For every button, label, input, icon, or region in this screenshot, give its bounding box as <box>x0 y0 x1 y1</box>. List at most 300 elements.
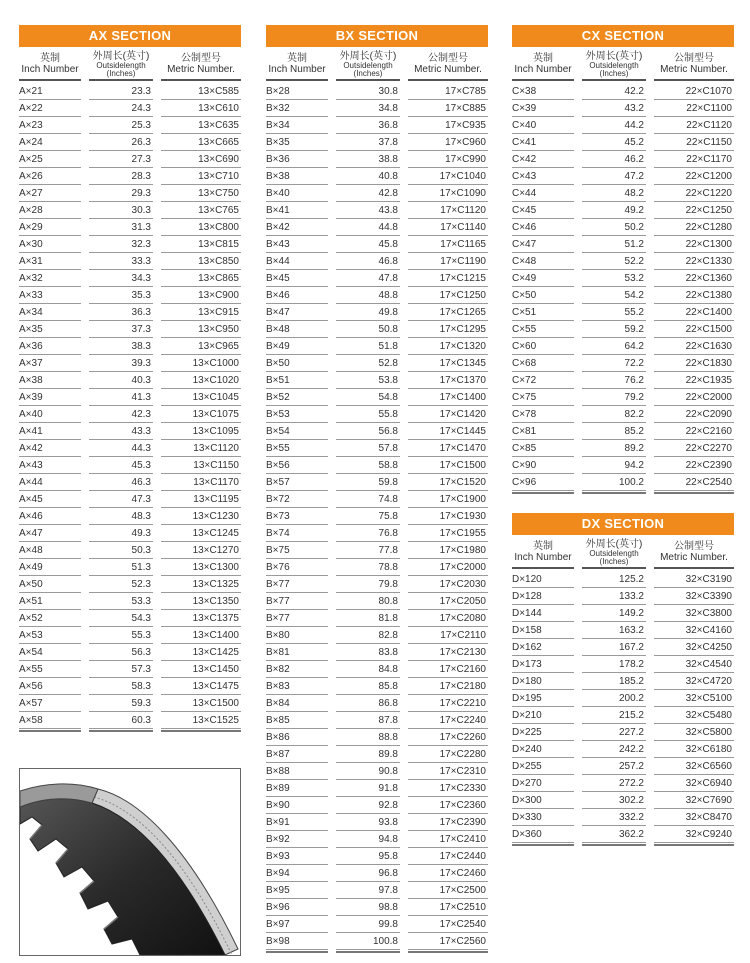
inch-number-cell: D×128 <box>512 589 574 605</box>
table-row <box>512 673 734 690</box>
table-row <box>512 389 734 406</box>
metric-number-cell: 13×C1075 <box>161 407 241 423</box>
inch-number-cell: B×55 <box>266 441 328 457</box>
metric-number-cell: 17×C1420 <box>408 407 488 423</box>
metric-number-cell: 22×C1300 <box>654 237 734 253</box>
metric-number-cell: 32×C3390 <box>654 589 734 605</box>
metric-number-cell: 13×C1120 <box>161 441 241 457</box>
inch-number-cell: A×21 <box>19 84 81 100</box>
inch-number-cell: D×360 <box>512 827 574 843</box>
metric-number-cell: 17×C1040 <box>408 169 488 185</box>
inch-number-cell: C×49 <box>512 271 574 287</box>
outside-length-cell: 44.8 <box>336 220 400 236</box>
outside-length-cell: 95.8 <box>336 849 400 865</box>
metric-number-cell: 17×C2160 <box>408 662 488 678</box>
table-row <box>512 826 734 843</box>
bx-table-header <box>266 49 488 79</box>
inch-number-cell: B×56 <box>266 458 328 474</box>
outside-length-cell: 89.2 <box>582 441 646 457</box>
table-row <box>512 741 734 758</box>
table-row <box>266 474 488 491</box>
metric-number-cell: 17×C2510 <box>408 900 488 916</box>
outside-length-cell: 49.3 <box>89 526 153 542</box>
outside-length-cell: 45.2 <box>582 135 646 151</box>
dx-section <box>512 513 734 846</box>
bx-rows <box>266 83 488 953</box>
table-row <box>19 491 241 508</box>
metric-number-cell: 17×C2130 <box>408 645 488 661</box>
inch-number-cell: C×72 <box>512 373 574 389</box>
outside-length-cell: 50.8 <box>336 322 400 338</box>
table-row <box>512 758 734 775</box>
table-row <box>512 809 734 826</box>
outside-length-cell: 53.3 <box>89 594 153 610</box>
metric-number-header: 公制型号 Metric Number. <box>660 53 728 75</box>
outside-length-cell: 52.8 <box>336 356 400 372</box>
inch-number-cell: A×51 <box>19 594 81 610</box>
table-row <box>512 304 734 321</box>
outside-length-cell: 51.8 <box>336 339 400 355</box>
table-row <box>19 321 241 338</box>
outside-length-cell: 125.2 <box>582 572 646 588</box>
outside-length-cell: 84.8 <box>336 662 400 678</box>
inch-number-cell: B×36 <box>266 152 328 168</box>
metric-number-cell: 17×C1930 <box>408 509 488 525</box>
outside-length-cell: 60.3 <box>89 713 153 729</box>
table-row <box>512 117 734 134</box>
outside-length-cell: 45.8 <box>336 237 400 253</box>
outside-length-cell: 48.2 <box>582 186 646 202</box>
table-row <box>266 882 488 899</box>
inch-number-cell: D×180 <box>512 674 574 690</box>
table-row <box>266 100 488 117</box>
inch-number-cell: B×93 <box>266 849 328 865</box>
metric-number-cell: 17×C2000 <box>408 560 488 576</box>
table-row <box>512 605 734 622</box>
metric-number-cell: 22×C1220 <box>654 186 734 202</box>
metric-number-cell: 17×C785 <box>408 84 488 100</box>
table-row <box>19 83 241 100</box>
metric-number-cell: 32×C4160 <box>654 623 734 639</box>
table-row <box>19 253 241 270</box>
outside-length-cell: 57.3 <box>89 662 153 678</box>
table-row <box>19 355 241 372</box>
inch-number-cell: C×75 <box>512 390 574 406</box>
metric-number-cell: 22×C1360 <box>654 271 734 287</box>
outside-length-cell: 56.8 <box>336 424 400 440</box>
outside-length-cell: 59.2 <box>582 322 646 338</box>
outside-length-cell: 242.2 <box>582 742 646 758</box>
table-row <box>512 406 734 423</box>
metric-number-cell: 32×C8470 <box>654 810 734 826</box>
outside-length-cell: 79.8 <box>336 577 400 593</box>
table-row <box>266 338 488 355</box>
outside-length-cell: 42.2 <box>582 84 646 100</box>
table-row <box>512 355 734 372</box>
inch-number-cell: A×55 <box>19 662 81 678</box>
inch-number-cell: D×270 <box>512 776 574 792</box>
table-row <box>512 457 734 474</box>
table-row <box>266 134 488 151</box>
outside-length-cell: 27.3 <box>89 152 153 168</box>
metric-number-cell: 17×C1500 <box>408 458 488 474</box>
metric-number-cell: 17×C1265 <box>408 305 488 321</box>
metric-number-cell: 17×C1400 <box>408 390 488 406</box>
metric-number-cell: 17×C2540 <box>408 917 488 933</box>
metric-number-cell: 32×C6940 <box>654 776 734 792</box>
metric-number-cell: 22×C2270 <box>654 441 734 457</box>
inch-number-cell: A×27 <box>19 186 81 202</box>
metric-number-cell: 17×C2560 <box>408 934 488 950</box>
table-row <box>512 253 734 270</box>
outside-length-cell: 81.8 <box>336 611 400 627</box>
outside-length-cell: 59.8 <box>336 475 400 491</box>
table-row <box>266 168 488 185</box>
inch-number-cell: B×95 <box>266 883 328 899</box>
inch-number-cell: B×88 <box>266 764 328 780</box>
table-row <box>19 270 241 287</box>
inch-number-cell: D×144 <box>512 606 574 622</box>
inch-number-cell: C×43 <box>512 169 574 185</box>
table-row <box>19 304 241 321</box>
table-row <box>19 134 241 151</box>
inch-number-header: 英制 Inch Number <box>514 53 572 75</box>
table-row <box>19 389 241 406</box>
table-row <box>266 763 488 780</box>
metric-number-cell: 17×C1190 <box>408 254 488 270</box>
inch-number-cell: A×57 <box>19 696 81 712</box>
table-row <box>19 287 241 304</box>
metric-number-cell: 17×C2410 <box>408 832 488 848</box>
inch-number-cell: B×96 <box>266 900 328 916</box>
cx-rows <box>512 83 734 494</box>
table-row <box>266 644 488 661</box>
metric-number-cell: 22×C1120 <box>654 118 734 134</box>
table-row <box>266 202 488 219</box>
outside-length-cell: 38.8 <box>336 152 400 168</box>
outside-length-cell: 34.8 <box>336 101 400 117</box>
inch-number-cell: B×50 <box>266 356 328 372</box>
table-row <box>266 627 488 644</box>
metric-number-cell: 17×C960 <box>408 135 488 151</box>
metric-number-cell: 17×C885 <box>408 101 488 117</box>
metric-number-header: 公制型号 Metric Number. <box>660 541 728 563</box>
inch-number-cell: B×52 <box>266 390 328 406</box>
outside-length-cell: 43.2 <box>582 101 646 117</box>
table-row <box>266 406 488 423</box>
metric-number-header: 公制型号 Metric Number. <box>167 53 235 75</box>
outside-length-cell: 49.8 <box>336 305 400 321</box>
outside-length-cell: 99.8 <box>336 917 400 933</box>
outside-length-cell: 26.3 <box>89 135 153 151</box>
table-row <box>266 695 488 712</box>
outside-length-cell: 54.8 <box>336 390 400 406</box>
inch-number-cell: B×35 <box>266 135 328 151</box>
table-row <box>266 559 488 576</box>
table-row <box>266 797 488 814</box>
table-row <box>266 542 488 559</box>
outside-length-cell: 43.8 <box>336 203 400 219</box>
table-row <box>266 746 488 763</box>
inch-number-cell: B×38 <box>266 169 328 185</box>
table-row <box>19 644 241 661</box>
table-row <box>19 423 241 440</box>
inch-number-cell: A×54 <box>19 645 81 661</box>
outside-length-cell: 23.3 <box>89 84 153 100</box>
outside-length-cell: 72.2 <box>582 356 646 372</box>
table-row <box>19 593 241 610</box>
inch-number-cell: B×92 <box>266 832 328 848</box>
inch-number-cell: B×94 <box>266 866 328 882</box>
metric-number-cell: 13×C1325 <box>161 577 241 593</box>
table-row <box>512 83 734 100</box>
inch-number-cell: A×26 <box>19 169 81 185</box>
outside-length-cell: 30.3 <box>89 203 153 219</box>
table-row <box>512 423 734 440</box>
cogged-belt-illustration <box>19 768 241 956</box>
metric-number-cell: 17×C1320 <box>408 339 488 355</box>
metric-number-cell: 13×C900 <box>161 288 241 304</box>
bx-section <box>266 25 488 953</box>
outside-length-cell: 215.2 <box>582 708 646 724</box>
inch-number-cell: B×47 <box>266 305 328 321</box>
metric-number-cell: 17×C1900 <box>408 492 488 508</box>
inch-number-cell: D×162 <box>512 640 574 656</box>
metric-number-cell: 13×C1500 <box>161 696 241 712</box>
inch-number-cell: B×75 <box>266 543 328 559</box>
inch-number-cell: C×45 <box>512 203 574 219</box>
outside-length-cell: 53.2 <box>582 271 646 287</box>
outside-length-cell: 94.2 <box>582 458 646 474</box>
outside-length-cell: 76.8 <box>336 526 400 542</box>
outside-length-cell: 46.8 <box>336 254 400 270</box>
metric-number-cell: 32×C6180 <box>654 742 734 758</box>
metric-number-cell: 17×C935 <box>408 118 488 134</box>
outside-length-cell: 149.2 <box>582 606 646 622</box>
outside-length-cell: 46.2 <box>582 152 646 168</box>
inch-number-cell: B×80 <box>266 628 328 644</box>
metric-number-cell: 17×C2110 <box>408 628 488 644</box>
table-row <box>19 695 241 712</box>
metric-number-cell: 13×C800 <box>161 220 241 236</box>
inch-number-cell: A×28 <box>19 203 81 219</box>
outside-length-cell: 40.8 <box>336 169 400 185</box>
outside-length-cell: 88.8 <box>336 730 400 746</box>
inch-number-cell: D×330 <box>512 810 574 826</box>
inch-number-cell: C×81 <box>512 424 574 440</box>
outside-length-cell: 76.2 <box>582 373 646 389</box>
metric-number-cell: 22×C1200 <box>654 169 734 185</box>
metric-number-cell: 32×C4540 <box>654 657 734 673</box>
table-row <box>266 440 488 457</box>
outside-length-cell: 272.2 <box>582 776 646 792</box>
metric-number-cell: 32×C7690 <box>654 793 734 809</box>
inch-number-cell: B×72 <box>266 492 328 508</box>
inch-number-cell: C×60 <box>512 339 574 355</box>
outside-length-cell: 37.8 <box>336 135 400 151</box>
inch-number-cell: B×97 <box>266 917 328 933</box>
table-row <box>266 576 488 593</box>
metric-number-cell: 13×C1020 <box>161 373 241 389</box>
metric-number-cell: 32×C4720 <box>654 674 734 690</box>
metric-number-cell: 13×C1245 <box>161 526 241 542</box>
outside-length-cell: 40.3 <box>89 373 153 389</box>
table-row <box>512 236 734 253</box>
table-row <box>512 775 734 792</box>
table-row <box>266 831 488 848</box>
metric-number-cell: 13×C585 <box>161 84 241 100</box>
table-row <box>19 712 241 729</box>
metric-number-cell: 22×C2000 <box>654 390 734 406</box>
outside-length-cell: 257.2 <box>582 759 646 775</box>
inch-number-cell: D×173 <box>512 657 574 673</box>
outside-length-cell: 53.8 <box>336 373 400 389</box>
metric-number-cell: 32×C3190 <box>654 572 734 588</box>
table-row <box>266 423 488 440</box>
metric-number-cell: 22×C1280 <box>654 220 734 236</box>
metric-number-cell: 13×C690 <box>161 152 241 168</box>
metric-number-cell: 17×C2210 <box>408 696 488 712</box>
ax-section-title: AX SECTION <box>19 25 241 47</box>
metric-number-cell: 22×C1630 <box>654 339 734 355</box>
outside-length-cell: 90.8 <box>336 764 400 780</box>
outside-length-cell: 48.8 <box>336 288 400 304</box>
metric-number-cell: 32×C3800 <box>654 606 734 622</box>
metric-number-cell: 22×C1500 <box>654 322 734 338</box>
outside-length-cell: 58.3 <box>89 679 153 695</box>
outside-length-cell: 47.2 <box>582 169 646 185</box>
table-row <box>266 916 488 933</box>
inch-number-cell: B×54 <box>266 424 328 440</box>
outside-length-cell: 31.3 <box>89 220 153 236</box>
table-row <box>19 525 241 542</box>
table-row <box>512 656 734 673</box>
inch-number-cell: A×36 <box>19 339 81 355</box>
table-row <box>512 588 734 605</box>
inch-number-cell: B×74 <box>266 526 328 542</box>
outside-length-cell: 44.2 <box>582 118 646 134</box>
inch-number-cell: A×52 <box>19 611 81 627</box>
outside-length-cell: 43.3 <box>89 424 153 440</box>
inch-number-cell: B×91 <box>266 815 328 831</box>
cx-section-title: CX SECTION <box>512 25 734 47</box>
inch-number-cell: B×46 <box>266 288 328 304</box>
dx-rows <box>512 571 734 846</box>
outside-length-cell: 89.8 <box>336 747 400 763</box>
inch-number-cell: A×37 <box>19 356 81 372</box>
outside-length-cell: 97.8 <box>336 883 400 899</box>
outside-length-cell: 36.8 <box>336 118 400 134</box>
table-row <box>19 678 241 695</box>
outside-length-cell: 185.2 <box>582 674 646 690</box>
inch-number-cell: B×86 <box>266 730 328 746</box>
outside-length-cell: 93.8 <box>336 815 400 831</box>
outside-length-cell: 57.8 <box>336 441 400 457</box>
outside-length-cell: 30.8 <box>336 84 400 100</box>
table-row <box>512 287 734 304</box>
inch-number-cell: A×33 <box>19 288 81 304</box>
metric-number-cell: 22×C1330 <box>654 254 734 270</box>
outside-length-cell: 42.8 <box>336 186 400 202</box>
inch-number-cell: A×40 <box>19 407 81 423</box>
metric-number-cell: 17×C1345 <box>408 356 488 372</box>
table-row <box>266 219 488 236</box>
metric-number-cell: 17×C2390 <box>408 815 488 831</box>
outside-length-cell: 33.3 <box>89 254 153 270</box>
metric-number-cell: 17×C1165 <box>408 237 488 253</box>
table-row <box>19 168 241 185</box>
metric-number-cell: 17×C2260 <box>408 730 488 746</box>
dx-table-header <box>512 537 734 567</box>
outside-length-cell: 54.3 <box>89 611 153 627</box>
table-row <box>19 117 241 134</box>
inch-number-cell: A×53 <box>19 628 81 644</box>
inch-number-cell: B×76 <box>266 560 328 576</box>
inch-number-cell: D×195 <box>512 691 574 707</box>
outside-length-cell: 98.8 <box>336 900 400 916</box>
metric-number-cell: 17×C1980 <box>408 543 488 559</box>
inch-number-cell: A×43 <box>19 458 81 474</box>
inch-number-cell: A×22 <box>19 101 81 117</box>
inch-number-cell: A×47 <box>19 526 81 542</box>
inch-number-cell: A×23 <box>19 118 81 134</box>
table-row <box>266 678 488 695</box>
outside-length-cell: 55.8 <box>336 407 400 423</box>
inch-number-cell: A×48 <box>19 543 81 559</box>
inch-number-cell: D×120 <box>512 572 574 588</box>
inch-number-cell: C×39 <box>512 101 574 117</box>
outside-length-cell: 85.8 <box>336 679 400 695</box>
table-row <box>512 185 734 202</box>
outside-length-cell: 29.3 <box>89 186 153 202</box>
metric-number-header: 公制型号 Metric Number. <box>414 53 482 75</box>
inch-number-cell: C×55 <box>512 322 574 338</box>
inch-number-cell: C×48 <box>512 254 574 270</box>
metric-number-cell: 13×C750 <box>161 186 241 202</box>
metric-number-cell: 17×C1295 <box>408 322 488 338</box>
table-row <box>512 321 734 338</box>
metric-number-cell: 13×C850 <box>161 254 241 270</box>
table-row <box>512 571 734 588</box>
outside-length-cell: 24.3 <box>89 101 153 117</box>
inch-number-cell: B×90 <box>266 798 328 814</box>
belt-image <box>20 769 240 955</box>
outside-length-cell: 332.2 <box>582 810 646 826</box>
table-row <box>19 559 241 576</box>
table-row <box>512 622 734 639</box>
outside-length-cell: 75.8 <box>336 509 400 525</box>
inch-number-cell: D×255 <box>512 759 574 775</box>
inch-number-cell: B×43 <box>266 237 328 253</box>
outside-length-cell: 94.8 <box>336 832 400 848</box>
metric-number-cell: 13×C1525 <box>161 713 241 729</box>
outside-length-cell: 78.8 <box>336 560 400 576</box>
cx-section <box>512 25 734 494</box>
inch-number-cell: A×45 <box>19 492 81 508</box>
metric-number-cell: 13×C665 <box>161 135 241 151</box>
outside-length-cell: 163.2 <box>582 623 646 639</box>
table-row <box>266 151 488 168</box>
inch-number-cell: B×87 <box>266 747 328 763</box>
inch-number-cell: A×42 <box>19 441 81 457</box>
inch-number-cell: B×45 <box>266 271 328 287</box>
outside-length-cell: 227.2 <box>582 725 646 741</box>
bx-section-title: BX SECTION <box>266 25 488 47</box>
inch-number-cell: B×81 <box>266 645 328 661</box>
table-row <box>266 780 488 797</box>
inch-number-cell: B×44 <box>266 254 328 270</box>
ax-table-header <box>19 49 241 79</box>
